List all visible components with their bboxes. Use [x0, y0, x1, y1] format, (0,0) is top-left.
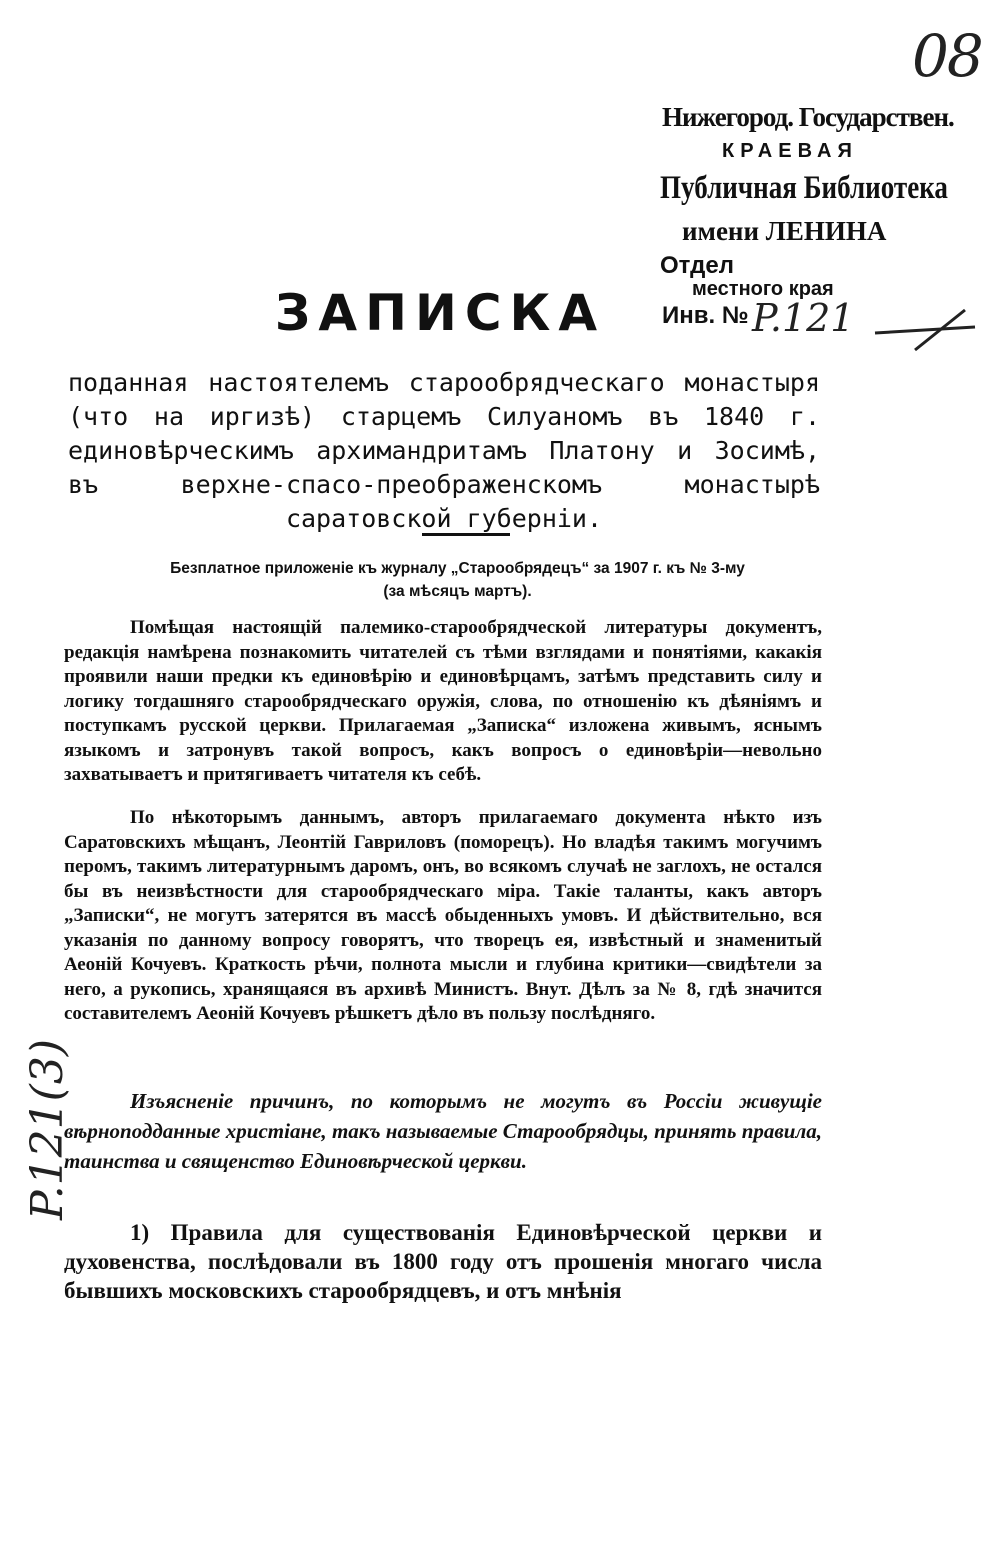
stamp-line-5: Отдел: [660, 252, 734, 279]
handwritten-margin-note: P.121(3): [22, 1039, 73, 1220]
stamp-line-7: Инв. №: [662, 302, 749, 329]
document-subtitle: поданная настоятелемъ старообрядческаго монастыря (что на иргизѣ) старцемъ Силуаномъ въ 1840 г. единовѣрческимъ архимандритамъ Платону и Зосимѣ, въ верхне-спасо-преображенскомъ монастырѣ саратовской губерніи.: [68, 368, 820, 533]
supplement-note: [95, 557, 820, 603]
document-title: ЗАПИСКА: [274, 284, 606, 342]
handwritten-page-number: 08: [912, 22, 982, 90]
stamp-line-2: КРАЕВАЯ: [722, 140, 858, 162]
stamp-line-6: местного края: [692, 278, 834, 300]
section-heading: Изъясненіе причинъ, по которымъ не могутъ въ Россіи живущіе вѣрноподданные христіане, такъ называемые Старообрядцы, принять правила, таинства и священство Единовѣрческой церкви.: [64, 1089, 822, 1173]
supplement-line-2: (за мѣсяцъ мартъ).: [383, 583, 532, 600]
stamp-line-4: имени ЛЕНИНА: [682, 216, 887, 246]
supplement-line-1: Безплатное приложеніе къ журналу „Старообрядецъ“ за 1907 г. къ № 3-му: [170, 560, 745, 577]
stamp-line-3: Публичная Библиотека: [660, 170, 948, 206]
paragraph-1: Помѣщая настоящій палемико-старообрядческой литературы документъ, редакція намѣрена познакомить читателей съ тѣми взглядами и понятіями, какакія проявили наши предки къ единовѣрію и единовѣрцамъ, затѣмъ представить силу и логику тогдашняго старообрядческаго оружія, слова, по отношенію къ дѣяніямъ и поступкамъ русской церкви. Прилагаемая „Записка“ изложена живымъ, яснымъ языкомъ и затронувъ такой вопросъ, какъ вопросъ о единовѣріи—невольно захватываетъ и притягиваетъ читателя къ себѣ.: [64, 617, 822, 785]
section-1-text: 1) Правила для существованія Единовѣрческой церкви и духовенства, послѣдовали въ 1800 году отъ прошенія многаго числа бывшихъ московскихъ старообрядцевъ, и отъ мнѣнія: [64, 1220, 822, 1303]
stamp-line-1: Нижегород. Государствен.: [662, 102, 954, 132]
divider-rule: [422, 533, 510, 536]
stamp-handwritten-inventory: P.121: [752, 296, 855, 340]
paragraph-2: По нѣкоторымъ даннымъ, авторъ прилагаемаго документа нѣкто изъ Саратовскихъ мѣщанъ, Леонтій Гавриловъ (поморецъ). Но владѣя такимъ могучимъ перомъ, такимъ литературнымъ даромъ, онъ, во всякомъ случаѣ не заглохъ, не остался бы въ неизвѣстности для старообрядческаго міра. Такіе таланты, какъ авторъ „Записки“, не могутъ затерятся въ массѣ обыденныхъ умовъ. И дѣйствительно, вся указанія по данному вопросу говорятъ, что творецъ ея, извѣстный и знаменитый Аеоній Кочуевъ. Краткость рѣчи, полнота мысли и глубина критики—свидѣтели за него, а рукопись, хранящаяся въ архивѣ Министъ. Внут. Дѣлъ за № 8, гдѣ значится составителемъ Аеоній Кочуевъ рѣшкетъ дѣло въ пользу послѣдняго.: [64, 807, 822, 1024]
